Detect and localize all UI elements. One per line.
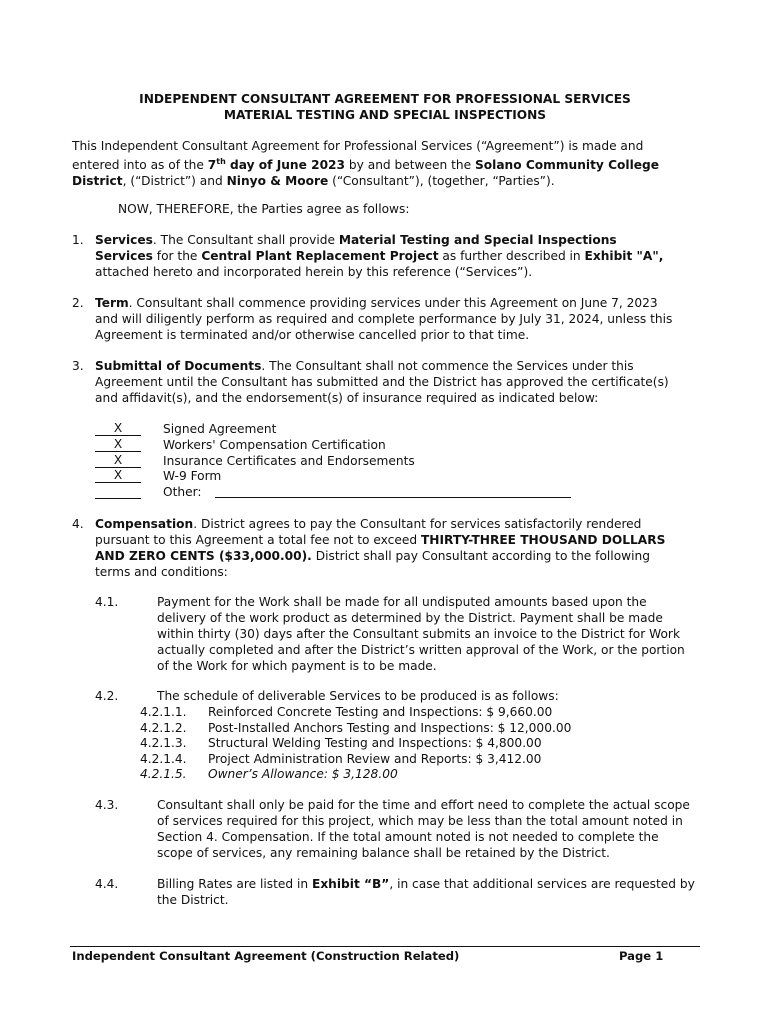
intro-line-3: District, (“District”) and Ninyo & Moore (“Consultant”), (together, “Parties”). bbox=[72, 174, 555, 189]
checkbox-mark: X bbox=[95, 468, 141, 483]
intro-paragraph bbox=[72, 138, 659, 189]
section-2-term: Term. Consultant shall commence providing services under this Agreement on June 7, 2023 and will diligently perform as required and complete performance by July 31, 2024, unless this Agreement is terminated and/or otherwise cancelled prior to that time. bbox=[95, 296, 673, 342]
section-1-number: 1. bbox=[72, 233, 84, 247]
footer-page-number: Page 1 bbox=[619, 949, 664, 963]
footer-rule bbox=[70, 946, 700, 947]
section-1-services: Services. The Consultant shall provide Material Testing and Special Inspections Services for the Central Plant Replacement Project as further described in Exhibit "A", attached hereto and incorporated herein by this reference (“Services”). bbox=[95, 233, 664, 279]
section-4-number: 4. bbox=[72, 517, 84, 531]
section-3-number: 3. bbox=[72, 359, 84, 373]
section-4-compensation: Compensation. District agrees to pay the Consultant for services satisfactorily rendered pursuant to this Agreement a total fee not to exceed THIRTY-THREE THOUSAND DOLLARS AND ZERO CENTS ($33,000.00). District shall pay Consultant according to the following terms and conditions: bbox=[95, 517, 666, 579]
checkbox-mark: X bbox=[95, 421, 141, 436]
now-therefore-line: NOW, THEREFORE, the Parties agree as follows: bbox=[118, 202, 410, 216]
intro-line-1: This Independent Consultant Agreement for Professional Services (“Agreement”) is made and bbox=[72, 139, 644, 153]
section-2-number: 2. bbox=[72, 296, 84, 310]
checkbox-mark: X bbox=[95, 453, 141, 468]
footer-document-name: Independent Consultant Agreement (Construction Related) bbox=[72, 949, 460, 963]
other-fill-line bbox=[215, 497, 571, 498]
intro-line-2: entered into as of the 7th day of June 2023 by and between the Solano Community College bbox=[72, 157, 660, 173]
document-title-line-2: MATERIAL TESTING AND SPECIAL INSPECTIONS bbox=[223, 108, 547, 122]
document-page: INDEPENDENT CONSULTANT AGREEMENT FOR PROFESSIONAL SERVICES MATERIAL TESTING AND SPECIAL INSPECTIONS This Independent Consultant Agreement for Professional Services (“Agreement”) is made and entered into as of the 7th day of June 2023 by and between the Solano Community College District, (“District”) and Ninyo & Moore (“Consultant”), (together, “Parties”). NOW, THEREFORE, the Parties agree as follows: 1. Services. The Consultant shall provide Material Testing and Special Inspections Services for the Central Plant Replacement Project as further described in Exhibit "A", attached hereto and incorporated herein by this reference (“Services”). 2. Term. Consultant shall commence providing services under this Agreement on June 7, 2023 and will diligently perform as required and complete performance by July 31, 2024, unless this Agreement is terminated and/or otherwise cancelled prior to that time. 3. Submittal of Documents. The Consultant shall not commence the Services under this Agreement until the Consultant has submitted and the District has approved the certificate(s) and affidavit(s), and the endorsement(s) of insurance required as indicated below: X Signed Agreement X Workers' Compensation Certification X Insurance Certificates and Endorsements X W-9 Form Other: 4. Compensation. District agrees to pay the Consultant for services satisfactorily rendered pursuant to this Agreement a total fee not to exceed THIRTY-THREE THOUSAND DOLLARS AND ZERO CENTS ($33,000.00). District shall pay Consultant according to the following terms and conditions: 4.1. Payment for the Work shall be made for all undisputed amounts based upon the delivery of the work product as determined by the District. Payment shall be made within thirty (30) days after the Consultant submits an invoice to the District for Work actually completed and after the District’s written approval of the Work, or the portion of the Work for which payment is to be made. 4.2. The schedule of deliverable Services to be produced is as follows: 4.2.1.1. Reinforced Concrete Testing and Inspections: $ 9,660.00 4.2.1.2. Post-Installed Anchors Testing and Inspections: $ 12,000.00 4.2.1.3. Structural Welding Testing and Inspections: $ 4,800.00 4.2.1.4. Project Administration Review and Reports: $ 3,412.00 4.2.1.5. Owner’s Allowance: $ 3,128.00 4.3. Consultant shall only be paid for the time and effort need to complete the actual scope of services required for this project, which may be less than the total amount noted in Section 4. Compensation. If the total amount noted is not needed to complete the scope of services, any remaining balance shall be retained by the District. 4.4. Billing Rates are listed in Exhibit “B”, in case that additional services are requested by the District. Independent Consultant Agreement (Construction Related) Page 1 bbox=[0, 0, 770, 1024]
section-3-submittal: Submittal of Documents. The Consultant shall not commence the Services under this Agreement until the Consultant has submitted and the District has approved the certificate(s) and affidavit(s), and the endorsement(s) of insurance required as indicated below: bbox=[95, 359, 669, 405]
checkbox-mark: X bbox=[95, 437, 141, 452]
checkbox-mark bbox=[95, 484, 141, 499]
document-title-line-1: INDEPENDENT CONSULTANT AGREEMENT FOR PROFESSIONAL SERVICES bbox=[139, 92, 631, 106]
